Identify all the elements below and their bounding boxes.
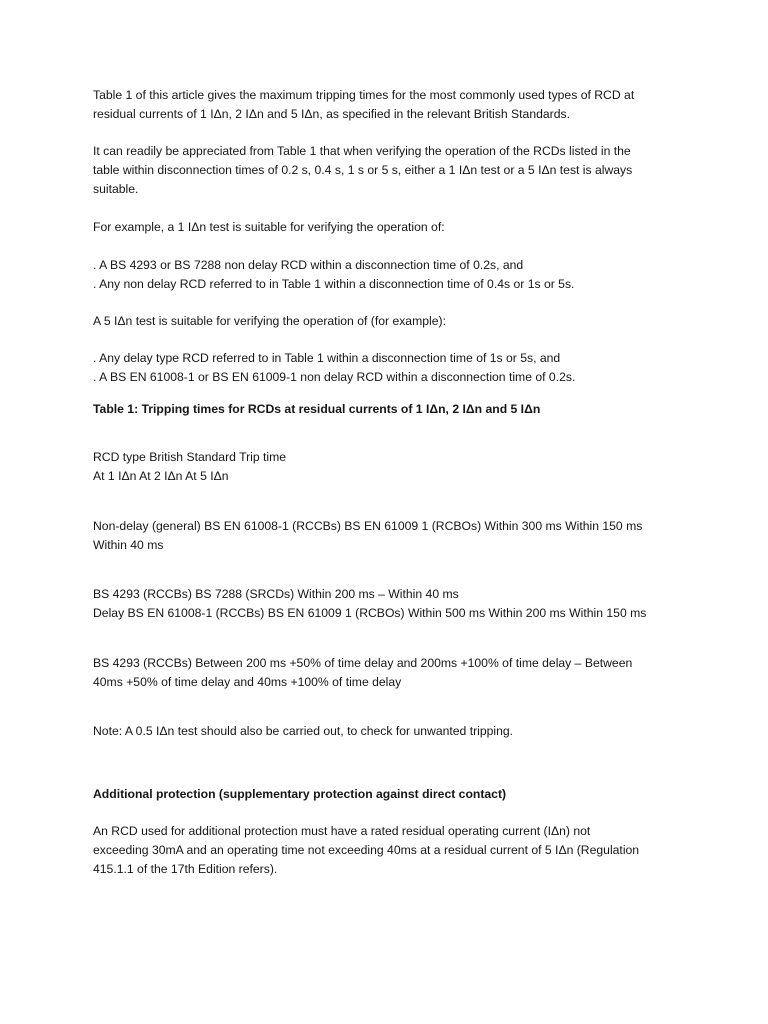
example-2-item-2: . A BS EN 61008-1 or BS EN 61009-1 non delay RCD within a disconnection time of 0.2s. xyxy=(93,370,576,384)
table-row-bs4293-delay-line-2: 40ms +50% of time delay and 40ms +100% of time delay xyxy=(93,675,402,689)
table-title: Table 1: Tripping times for RCDs at residual currents of 1 IΔn, 2 IΔn and 5 IΔn xyxy=(93,402,541,416)
table-row-bs4293-delay-line-1: BS 4293 (RCCBs) Between 200 ms +50% of time delay and 200ms +100% of time delay – Between xyxy=(93,656,633,670)
table-header-line-1: RCD type British Standard Trip time xyxy=(93,450,287,464)
table-row-non-delay-line-2: Within 40 ms xyxy=(93,538,164,552)
additional-protection-heading: Additional protection (supplementary protection against direct contact) xyxy=(93,787,507,801)
verification-paragraph-line-3: suitable. xyxy=(93,182,139,196)
intro-paragraph-line-2: residual currents of 1 IΔn, 2 IΔn and 5 IΔn, as specified in the relevant British Standards. xyxy=(93,107,570,121)
table-header-line-2: At 1 IΔn At 2 IΔn At 5 IΔn xyxy=(93,469,229,483)
example-1-item-2: . Any non delay RCD referred to in Table 1 within a disconnection time of 0.4s or 1s or 5s. xyxy=(93,277,575,291)
intro-paragraph-line-1: Table 1 of this article gives the maximum tripping times for the most commonly used types of RCD at xyxy=(93,88,635,102)
table-row-bs4293-srcd: BS 4293 (RCCBs) BS 7288 (SRCDs) Within 200 ms – Within 40 ms xyxy=(93,587,459,601)
note-text: Note: A 0.5 IΔn test should also be carried out, to check for unwanted tripping. xyxy=(93,724,514,738)
example-2-intro: A 5 IΔn test is suitable for verifying the operation of (for example): xyxy=(93,314,446,328)
verification-paragraph-line-1: It can readily be appreciated from Table 1 that when verifying the operation of the RCDs listed in the xyxy=(93,144,631,158)
example-2-item-1: . Any delay type RCD referred to in Table 1 within a disconnection time of 1s or 5s, and xyxy=(93,351,561,365)
example-1-intro: For example, a 1 IΔn test is suitable for verifying the operation of: xyxy=(93,220,445,234)
example-1-item-1: . A BS 4293 or BS 7288 non delay RCD within a disconnection time of 0.2s, and xyxy=(93,258,524,272)
additional-protection-paragraph-line-1: An RCD used for additional protection must have a rated residual operating current (IΔn) not xyxy=(93,824,591,838)
table-row-delay: Delay BS EN 61008-1 (RCCBs) BS EN 61009 1 (RCBOs) Within 500 ms Within 200 ms Within 150 ms xyxy=(93,606,647,620)
table-row-non-delay-line-1: Non-delay (general) BS EN 61008-1 (RCCBs) BS EN 61009 1 (RCBOs) Within 300 ms Within 150 ms xyxy=(93,519,643,533)
additional-protection-paragraph-line-3: 415.1.1 of the 17th Edition refers). xyxy=(93,862,278,876)
additional-protection-paragraph-line-2: exceeding 30mA and an operating time not exceeding 40ms at a residual current of 5 IΔn (Regulation xyxy=(93,843,640,857)
verification-paragraph-line-2: table within disconnection times of 0.2 s, 0.4 s, 1 s or 5 s, either a 1 IΔn test or a 5 IΔn test is always xyxy=(93,163,633,177)
